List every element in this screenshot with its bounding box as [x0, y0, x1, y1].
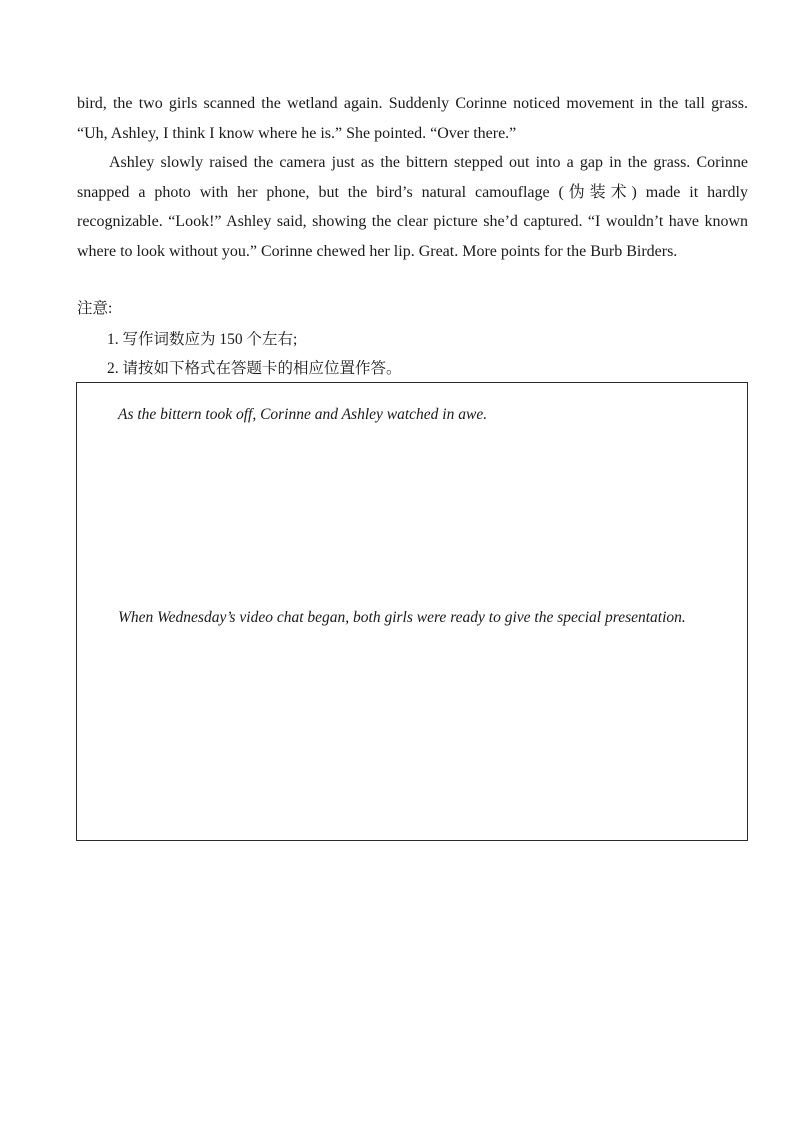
note-item-answer-format: 2. 请按如下格式在答题卡的相应位置作答。	[107, 360, 402, 377]
continuation-prompt-1: As the bittern took off, Corinne and Ashley watched in awe.	[118, 406, 488, 423]
note-item-word-count: 1. 写作词数应为 150 个左右;	[107, 331, 298, 348]
answer-box[interactable]	[76, 382, 748, 841]
continuation-prompt-2: When Wednesday’s video chat began, both girls were ready to give the special presentation.	[118, 609, 686, 626]
passage-paragraph-2: Ashley slowly raised the camera just as the bittern stepped out into a gap in the grass. Corinne snapped a photo with her phone, but the bird’s natural camouflage (伪装术) made it hardly recognizable. “Look!” Ashley said, showing the clear picture she’d captured. “I wouldn’t have known where to look without you.” Corinne chewed her lip. Great. More points for the Burb Birders.	[77, 154, 748, 260]
notes-list	[107, 325, 402, 383]
passage-paragraph-1: bird, the two girls scanned the wetland again. Suddenly Corinne noticed movement in the tall grass. “Uh, Ashley, I think I know where he is.” She pointed. “Over there.”	[77, 95, 748, 142]
notes-label: 注意:	[77, 300, 113, 317]
